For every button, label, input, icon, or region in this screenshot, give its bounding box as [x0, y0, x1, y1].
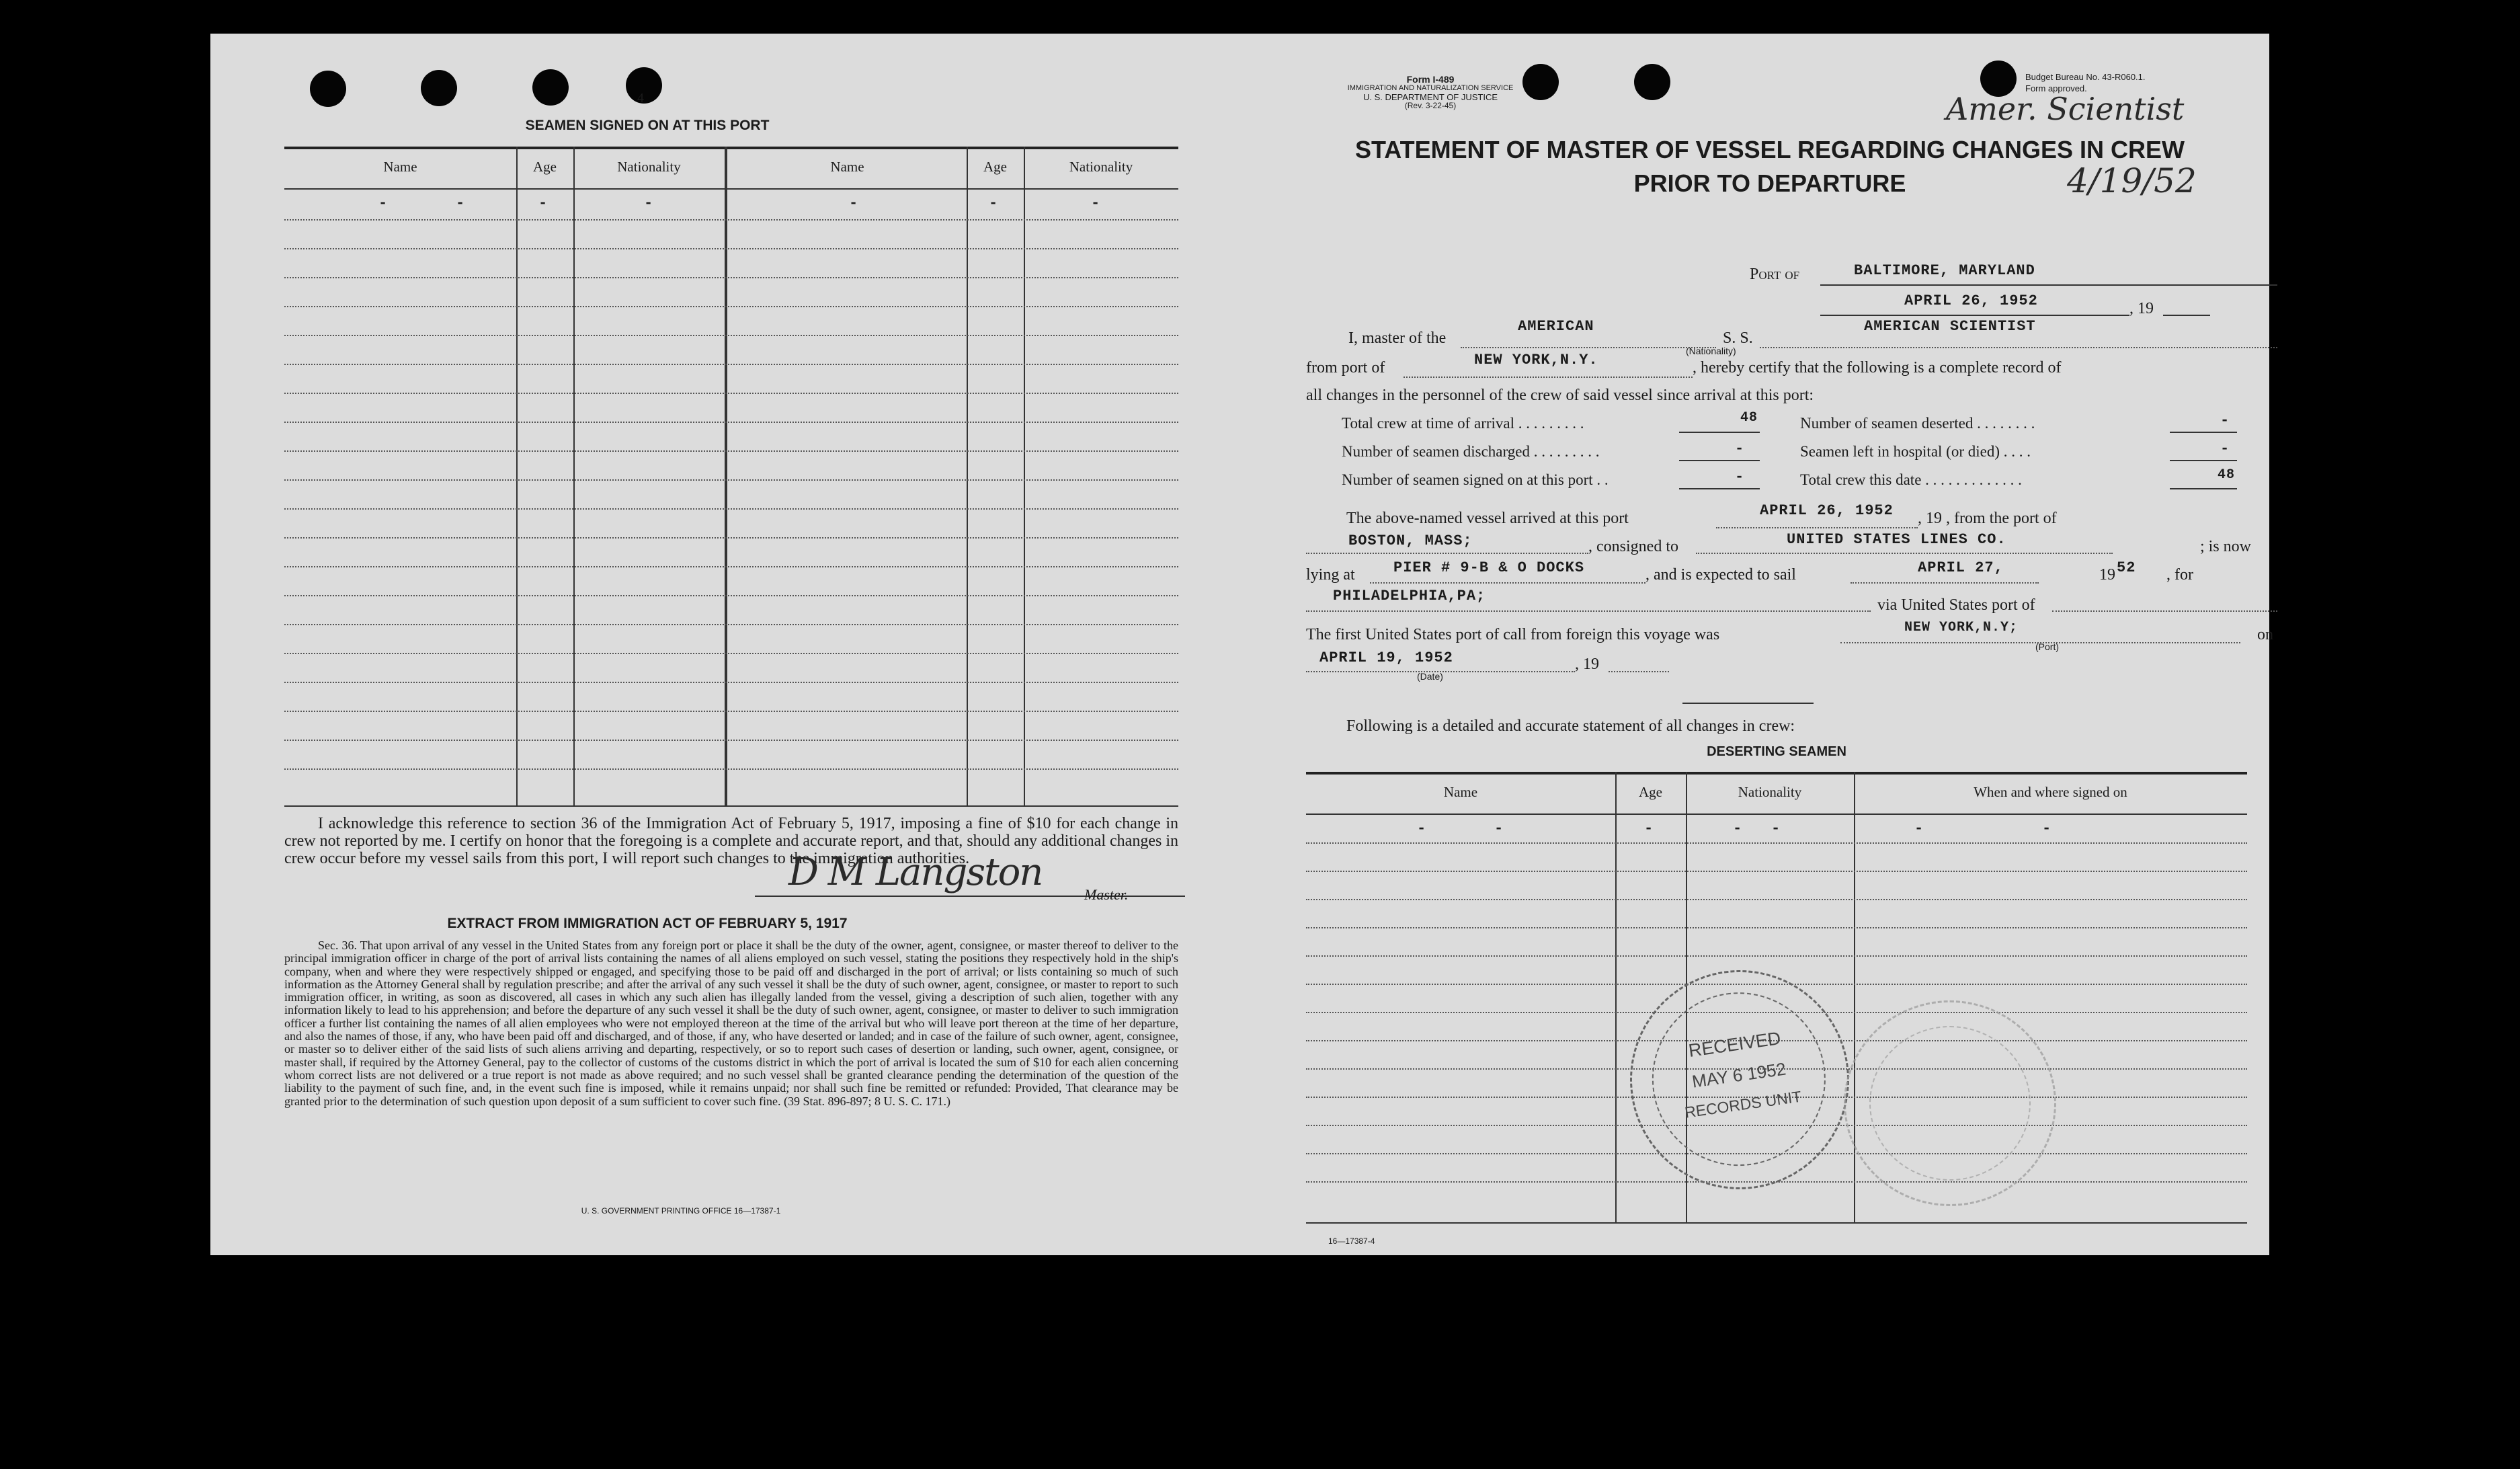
all-changes-text: all changes in the personnel of the crew of said vessel since arrival at this port: [1306, 387, 1814, 404]
deserting-title: DESERTING SEAMEN [1707, 744, 1846, 759]
acknowledgement-text: I acknowledge this reference to section 36 of the Immigration Act of February 5, 1917, imposing a fine of $10 for each change in crew not reported by me. I certify on honor that the foregoing is a complete and accurate report, and that, should any additional changes in crew occur before my vessel sails from this port, I will report such changes to the immigration authorities. [284, 815, 1178, 867]
form-id: Form I-489 [1406, 74, 1455, 85]
consigned-label: , consigned to [1588, 538, 1678, 555]
column-header-age: Age [533, 159, 557, 175]
port-caption: (Port) [2035, 641, 2059, 652]
arrived-label: The above-named vessel arrived at this port [1346, 510, 1629, 527]
section-title: SEAMEN SIGNED ON AT THIS PORT [525, 118, 770, 133]
handwritten-ship-note: Amer. Scientist [1946, 91, 2185, 127]
signed-on-value: - [1735, 469, 1745, 485]
on-label: on [2257, 626, 2273, 643]
des-col-age: Age [1639, 784, 1662, 800]
extract-title: EXTRACT FROM IMMIGRATION ACT OF FEBRUARY 5, 1917 [447, 916, 848, 931]
seamen-signed-on-table [284, 147, 1178, 807]
sail-year-value: 52 [2117, 559, 2136, 576]
cell-dash: - [1733, 820, 1742, 837]
extract-text: Sec. 36. That upon arrival of any vessel in the United States from any foreign port or place it shall be the duty of the owner, agent, consignee, or master thereof to deliver to the principal immigration officer in charge of the port of arrival lists containing the names of all aliens employed on such vessel, stating the positions they respectively hold in the ship's company, when and where they were respectively shipped or engaged, and specifying those to be paid off and discharged in the port of arrival; or lists containing so much of such information as the Attorney General shall by regulation prescribe; and after the arrival of any such vessel it shall be the duty of such owner, agent, consignee, or master to report to such immigration officer, in writing, as soon as discovered, all cases in which any such alien has illegally landed from the vessel, giving a description of such alien, together with any information likely to lead to his apprehension; and before the departure of any such vessel it shall be the duty of such owner, agent, consignee, or master to deliver to such immigration officer a further list containing the names of all alien employees who were not employed thereon at the time of the arrival but who will leave port thereon at the time of her departure, and also the names of those, if any, who have been paid off and discharged, and of those, if any, who have deserted or landed; and in case of the failure of such owner, agent, consignee, or master so to deliver either of the said lists of such aliens arriving and departing, respectively, or so to report such cases of desertion or landing, such owner, agent, consignee, or master shall, if required by the Attorney General, pay to the collector of customs of the customs district in which the port of arrival is located the sum of $10 for each alien concerning whom correct lists are not delivered or a true report is not made as above required; and no such vessel shall be granted clearance pending the determination of the question of the liability to the payment of such fine, and, in the event such fine is imposed, while it remains unpaid; nor shall such fine be remitted or refunded: Provided, That clearance may be granted prior to the determination of such question upon deposit of a sum sufficient to cover such fine. (39 Stat. 896-897; 8 U. S. C. 171.) [284, 939, 1178, 1108]
from-port-value: NEW YORK,N.Y. [1474, 352, 1598, 368]
column-header-nationality: Nationality [1069, 159, 1133, 175]
budget-bureau: Budget Bureau No. 43-R060.1. [2025, 72, 2146, 82]
consignee: UNITED STATES LINES CO. [1787, 531, 2006, 548]
des-col-signed-on: When and where signed on [1974, 784, 2127, 800]
cell-dash: - [378, 195, 388, 212]
is-now-label: ; is now [2200, 538, 2252, 555]
stamp-received-text: RECEIVED [1687, 1028, 1783, 1061]
signed-on-label: Number of seamen signed on at this port . . [1342, 471, 1609, 488]
discharged-label: Number of seamen discharged . . . . . . . . . [1342, 443, 1600, 460]
deserted-value: - [2220, 412, 2230, 429]
total-arrival-value: 48 [1740, 410, 1758, 426]
revision-date: (Rev. 3-22-45) [1404, 101, 1457, 110]
form-title: STATEMENT OF MASTER OF VESSEL REGARDING CHANGES IN CREW [1354, 136, 2185, 163]
first-port-value: NEW YORK,N.Y; [1904, 620, 2019, 635]
first-port-label: The first United States port of call from foreign this voyage was [1306, 626, 1720, 643]
following-text: Following is a detailed and accurate statement of all changes in crew: [1346, 717, 1795, 735]
column-header-name: Name [383, 159, 417, 175]
punch-hole [421, 70, 457, 106]
lying-at-label: lying at [1306, 566, 1355, 584]
right-printer-line: 16—17387-4 [1328, 1236, 1375, 1246]
deserted-label: Number of seamen deserted . . . . . . . . [1800, 415, 2035, 432]
year-prefix: , 19 [2129, 300, 2154, 317]
column-header-nationality: Nationality [617, 159, 681, 175]
page-number: 4 [637, 91, 644, 106]
date-value: APRIL 26, 1952 [1904, 292, 2038, 309]
total-date-value: 48 [2218, 467, 2236, 483]
ss-label: S. S. [1723, 329, 1753, 347]
master-label: Master. [1084, 886, 1129, 903]
previous-port: BOSTON, MASS; [1348, 532, 1473, 549]
date-caption: (Date) [1417, 671, 1443, 682]
cell-dash: - [989, 195, 998, 212]
from-port-label: from port of [1306, 359, 1385, 376]
pier-location: PIER # 9-B & O DOCKS [1393, 559, 1585, 576]
punch-hole [1634, 64, 1670, 100]
ship-name: AMERICAN SCIENTIST [1864, 318, 2036, 335]
stamp-unit-text: RECORDS UNIT [1683, 1087, 1803, 1121]
cell-dash: - [456, 195, 465, 212]
nationality-caption: (Nationality) [1686, 346, 1736, 356]
punch-hole [532, 69, 569, 106]
first-date-value: APRIL 19, 1952 [1319, 649, 1453, 666]
punch-hole [310, 71, 346, 107]
hospital-label: Seamen left in hospital (or died) . . . . [1800, 443, 2031, 460]
department-name: U. S. DEPARTMENT OF JUSTICE [1363, 92, 1498, 102]
agency-name: IMMIGRATION AND NATURALIZATION SERVICE [1347, 84, 1514, 92]
cell-dash: - [1771, 820, 1781, 837]
faint-stamp [1844, 1000, 2056, 1206]
port-value: BALTIMORE, MARYLAND [1854, 262, 2035, 279]
cell-dash: - [1644, 820, 1654, 837]
cell-dash: - [1417, 820, 1426, 837]
total-arrival-label: Total crew at time of arrival . . . . . . . . . [1342, 415, 1584, 432]
for-label: , for [2166, 566, 2193, 584]
hospital-value: - [2220, 440, 2230, 457]
certify-text: , hereby certify that the following is a complete record of [1693, 359, 2062, 376]
cell-dash: - [1914, 820, 1924, 837]
cell-dash: - [849, 195, 858, 212]
port-label: Port of [1750, 266, 1800, 283]
master-of-label: I, master of the [1348, 329, 1447, 347]
document-sheet [210, 34, 2273, 1255]
des-col-nationality: Nationality [1738, 784, 1802, 800]
year-19-label: 19 [2099, 566, 2115, 584]
master-signature: D M Langston [788, 850, 1043, 894]
first-date-year: , 19 [1575, 656, 1599, 673]
left-printer-line: U. S. GOVERNMENT PRINTING OFFICE 16—17387-1 [581, 1206, 781, 1216]
form-approved: Form approved. [2025, 83, 2087, 93]
cell-dash: - [2042, 820, 2051, 837]
cell-dash: - [538, 195, 548, 212]
from-the-port-of: , 19 , from the port of [1918, 510, 2057, 527]
discharged-value: - [1735, 440, 1745, 457]
column-header-name: Name [830, 159, 864, 175]
cell-dash: - [1494, 820, 1504, 837]
destination: PHILADELPHIA,PA; [1333, 588, 1486, 604]
stamp-date-text: MAY 6 1952 [1691, 1058, 1787, 1092]
expected-label: , and is expected to sail [1645, 566, 1796, 584]
via-label: via United States port of [1877, 596, 2035, 614]
column-header-age: Age [983, 159, 1007, 175]
des-col-name: Name [1443, 784, 1478, 800]
arrived-value: APRIL 26, 1952 [1760, 502, 1894, 519]
sail-date: APRIL 27, [1918, 559, 2004, 576]
total-date-label: Total crew this date . . . . . . . . . . . . . [1800, 471, 2022, 488]
cell-dash: - [1091, 195, 1100, 212]
handwritten-date-note: 4/19/52 [2067, 161, 2197, 200]
nationality-value: AMERICAN [1518, 318, 1594, 335]
cell-dash: - [644, 195, 653, 212]
form-header-block [1303, 75, 1558, 110]
form-subtitle: PRIOR TO DEPARTURE [1633, 169, 1906, 197]
